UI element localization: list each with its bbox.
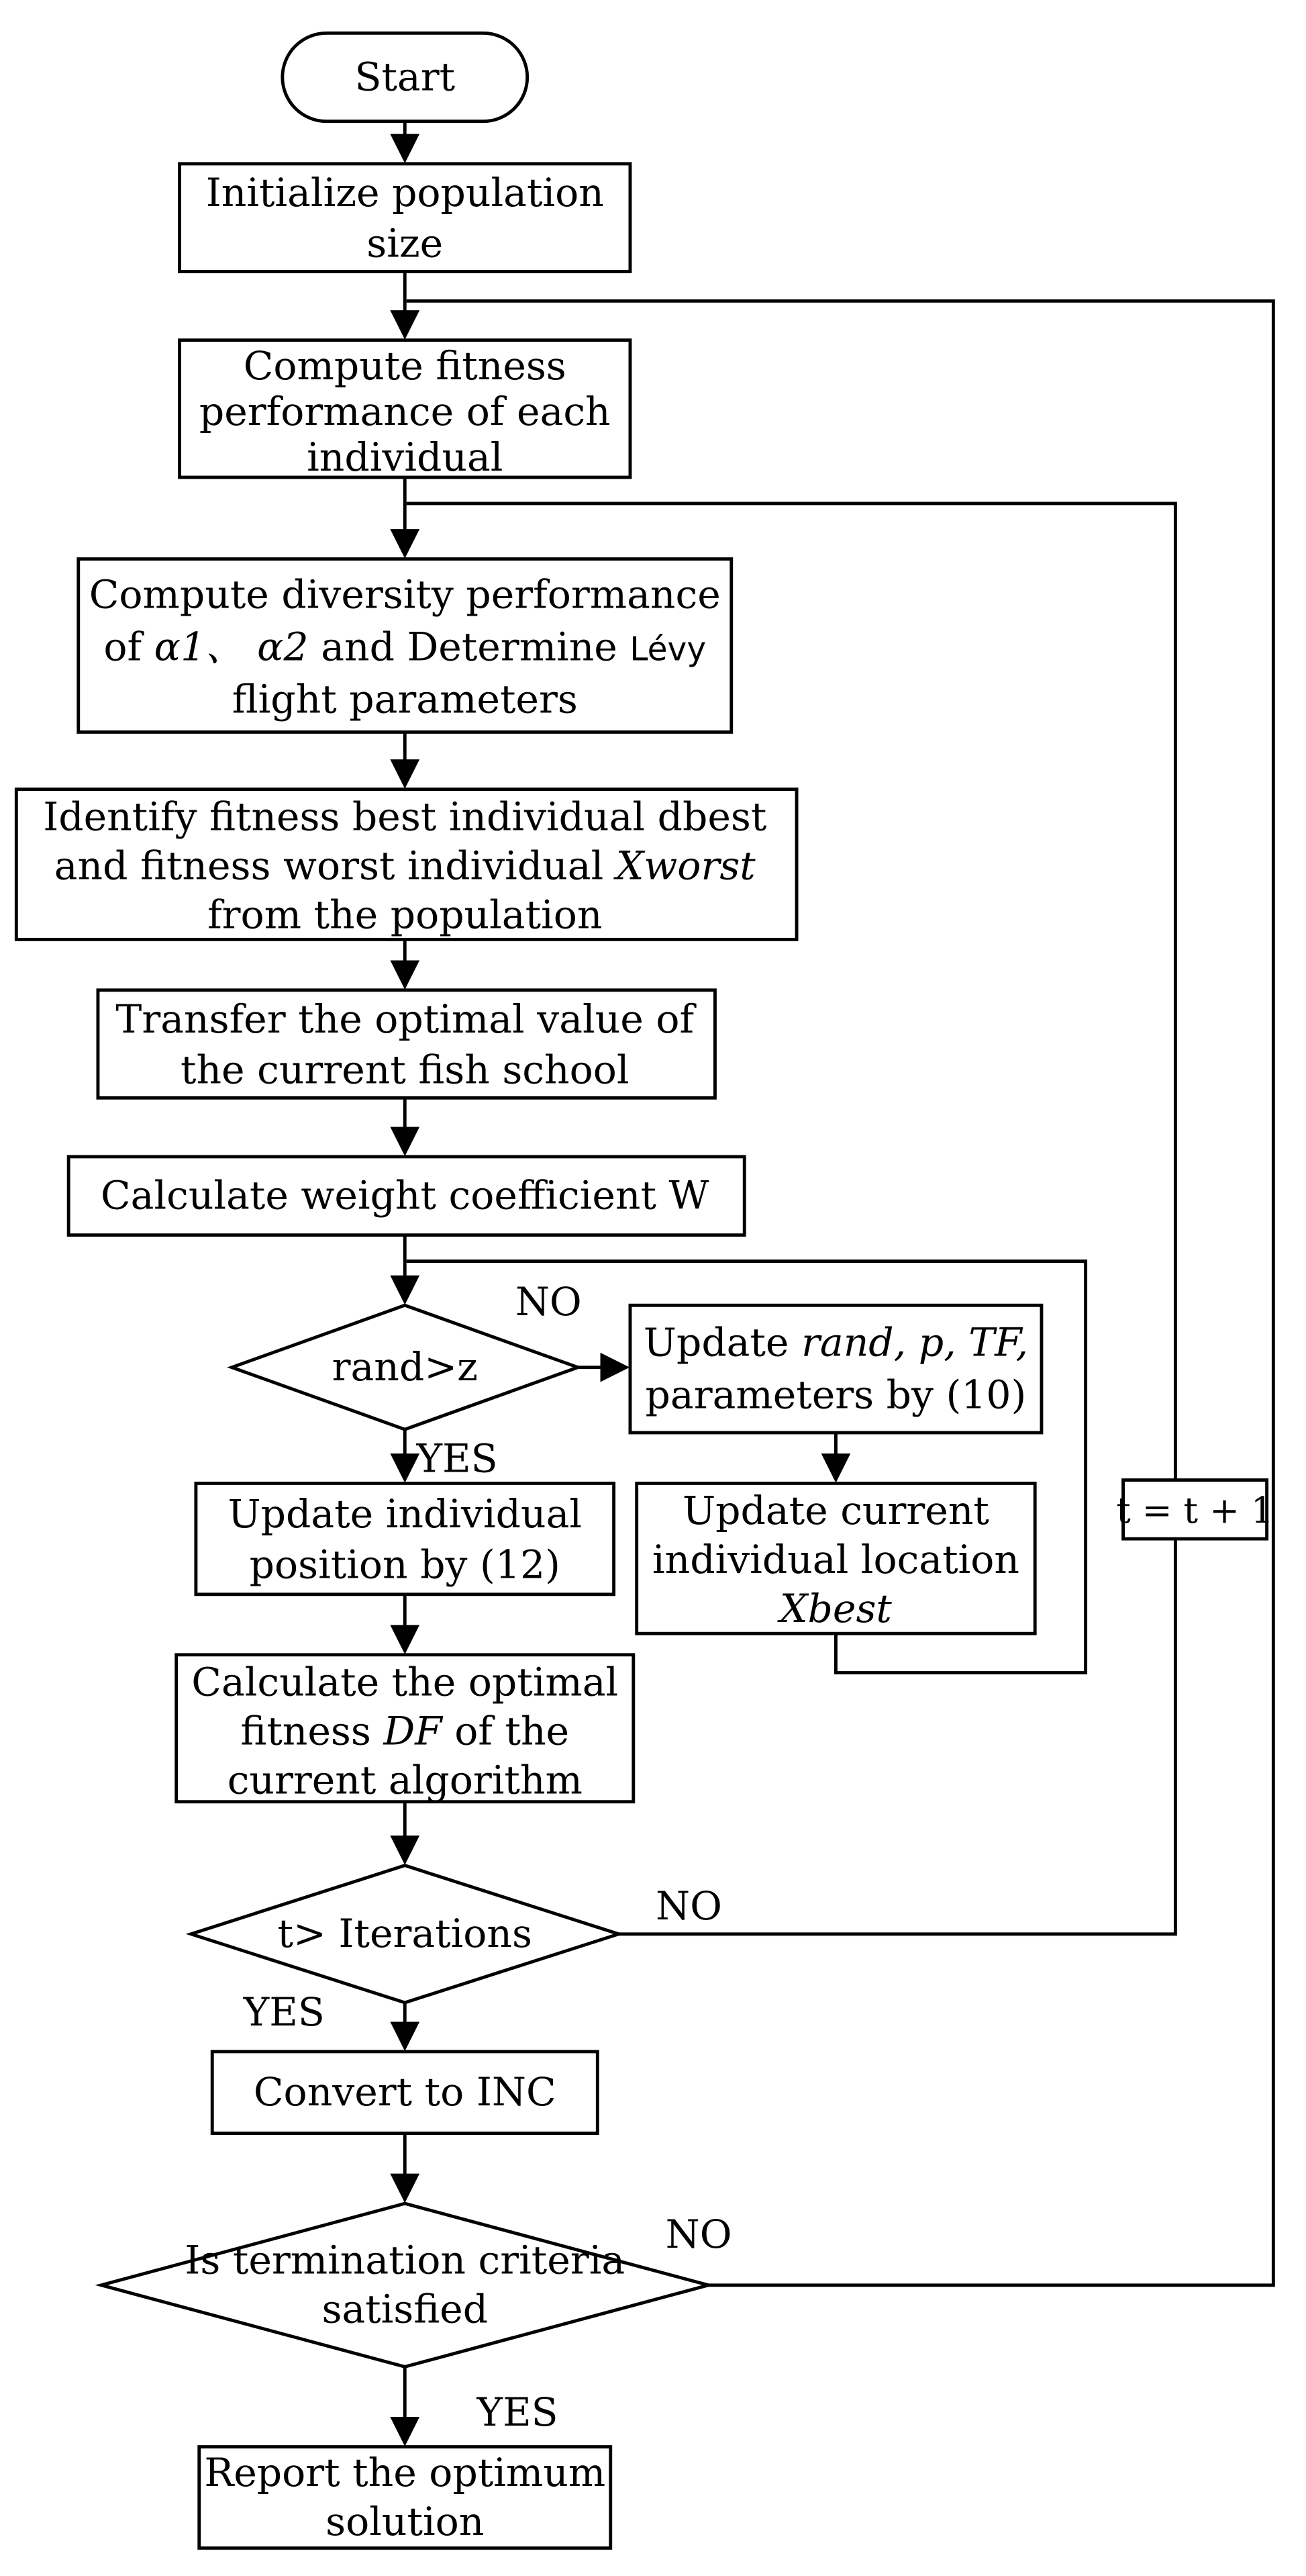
node-compute-diversity [79, 559, 732, 732]
init-population-label: Initialize population [205, 170, 604, 216]
rand-decision-label: rand>z [332, 1344, 478, 1390]
report-solution-label: Report the optimum [204, 2449, 606, 2495]
calc-fitness-df-label: fitness DF of the [240, 1708, 570, 1754]
calc-weight-label: Calculate weight coefficient W [101, 1172, 709, 1219]
compute-fitness-label: individual [307, 434, 503, 481]
node-transfer-optimal [98, 990, 715, 1098]
compute-diversity-label: of α1、 α2 and Determine Lévy [103, 624, 707, 670]
compute-diversity-label: flight parameters [232, 676, 578, 722]
node-identify-best-worst [16, 790, 797, 940]
node-report-solution [199, 2447, 611, 2548]
node-start [283, 33, 528, 121]
update-params-label: parameters by (10) [645, 1372, 1027, 1418]
start-label: Start [354, 54, 456, 100]
iteration-yes-label: YES [243, 1989, 325, 2035]
node-calc-weight [68, 1157, 744, 1235]
update-location-label: Update current [683, 1488, 989, 1534]
node-init-population [180, 164, 630, 272]
convert-inc-label: Convert to INC [253, 2069, 556, 2115]
node-convert-inc [212, 2052, 597, 2134]
flowchart-canvas [0, 13, 1306, 2561]
update-params-label: Update rand, p, TF, [643, 1319, 1029, 1366]
termination-no-label: NO [665, 2211, 732, 2257]
update-position-label: Update individual [228, 1491, 583, 1537]
compute-diversity-label: Compute diversity performance [89, 571, 721, 618]
compute-fitness-label: performance of each [199, 389, 611, 435]
report-solution-label: solution [325, 2498, 485, 2544]
node-update-position [196, 1483, 614, 1594]
rand-no-label: NO [515, 1278, 582, 1325]
node-calc-fitness-df [177, 1655, 634, 1803]
iteration-no-label: NO [656, 1882, 722, 1929]
termination-decision-label: Is termination criteria [185, 2237, 625, 2283]
t-increment-label: t = t + 1 [1116, 1488, 1274, 1531]
update-location-label: individual location [652, 1537, 1019, 1583]
init-population-label: size [366, 220, 444, 267]
node-t-increment [1116, 1480, 1274, 1539]
node-update-params [630, 1305, 1042, 1433]
identify-best-worst-label: Identify fitness best individual dbest [43, 794, 767, 840]
termination-decision-label: satisfied [321, 2286, 489, 2332]
node-termination-decision [101, 2203, 709, 2367]
identify-best-worst-label: and fitness worst individual Xworst [54, 843, 756, 889]
node-update-location [637, 1483, 1036, 1633]
iteration-decision-label: t> Iterations [277, 1911, 532, 1957]
identify-best-worst-label: from the population [207, 892, 603, 938]
compute-fitness-label: Compute fitness [243, 343, 566, 389]
transfer-optimal-label: Transfer the optimal value of [115, 996, 695, 1043]
termination-yes-label: YES [476, 2389, 558, 2435]
transfer-optimal-label: the current fish school [181, 1047, 630, 1093]
node-iteration-decision [191, 1866, 619, 2003]
update-location-label: Xbest [780, 1586, 892, 1632]
termination-decision-shape [101, 2203, 709, 2367]
rand-yes-label: YES [416, 1435, 498, 1482]
calc-fitness-df-label: Calculate the optimal [191, 1659, 619, 1705]
node-compute-fitness [180, 340, 630, 481]
calc-fitness-df-label: current algorithm [227, 1757, 583, 1803]
update-position-label: position by (12) [249, 1541, 560, 1588]
